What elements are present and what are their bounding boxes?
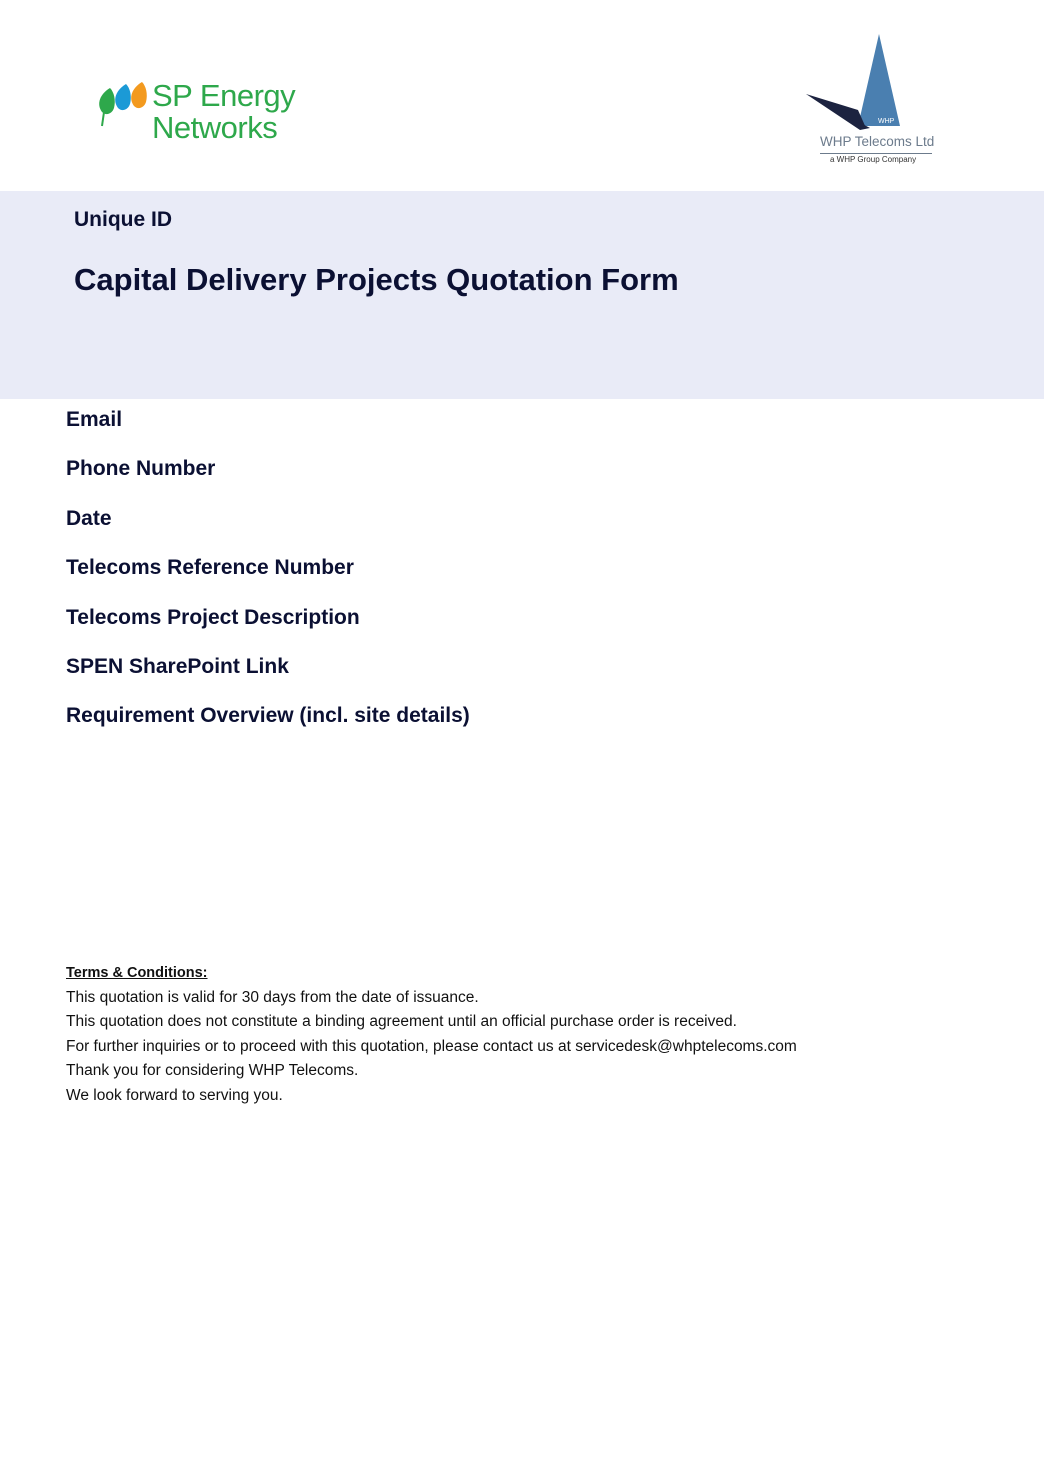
- whp-logo-tag: WHP: [878, 118, 895, 125]
- terms-line: We look forward to serving you.: [66, 1086, 283, 1104]
- field-phone-number: Phone Number: [66, 457, 216, 480]
- terms-line: For further inquiries or to proceed with this quotation, please contact us at servicedesk@whptelecoms.com: [66, 1037, 797, 1055]
- terms-heading: Terms & Conditions:: [66, 965, 208, 981]
- spen-logo-line1: SP Energy: [152, 78, 296, 113]
- spen-logo-line2: Networks: [152, 110, 278, 145]
- whp-telecoms-logo: [800, 30, 950, 170]
- triangle-icon: [800, 30, 950, 140]
- field-telecoms-project-description: Telecoms Project Description: [66, 606, 360, 629]
- whp-logo-divider: [820, 153, 932, 154]
- page-title: Capital Delivery Projects Quotation Form: [74, 262, 679, 297]
- terms-line: This quotation does not constitute a binding agreement until an official purchase order is received.: [66, 1013, 737, 1030]
- leaves-icon: [96, 80, 152, 128]
- field-date: Date: [66, 507, 112, 530]
- terms-line: Thank you for considering WHP Telecoms.: [66, 1062, 359, 1079]
- field-telecoms-reference-number: Telecoms Reference Number: [66, 556, 354, 579]
- terms-section: [66, 961, 797, 1108]
- field-spen-sharepoint-link: SPEN SharePoint Link: [66, 655, 289, 678]
- whp-logo-subtitle: a WHP Group Company: [830, 155, 917, 164]
- terms-line: This quotation is valid for 30 days from the date of issuance.: [66, 988, 479, 1006]
- unique-id-label: Unique ID: [74, 208, 172, 231]
- field-email: Email: [66, 408, 123, 431]
- sp-energy-networks-logo: [96, 76, 326, 146]
- whp-logo-name: WHP Telecoms Ltd: [820, 134, 935, 149]
- field-requirement-overview: Requirement Overview (incl. site details): [66, 704, 470, 727]
